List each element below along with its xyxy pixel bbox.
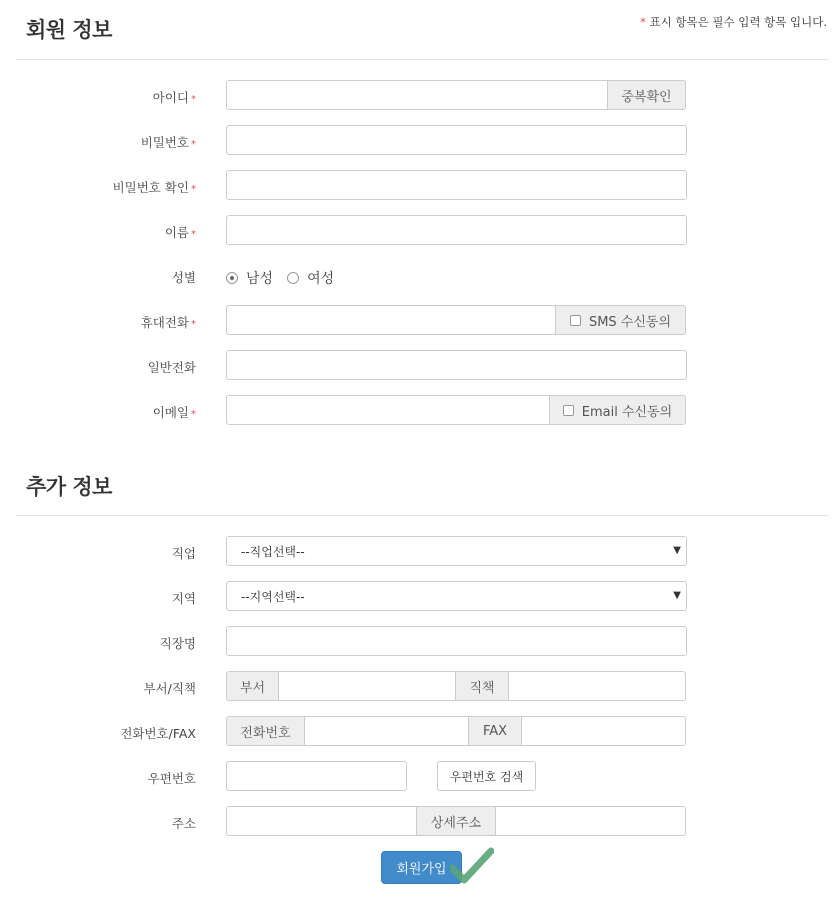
gender-radio-group (226, 268, 348, 288)
dropdown-arrow-icon: ▼ (673, 545, 681, 556)
gender-label: 성별 (171, 270, 196, 285)
phone-input[interactable] (226, 350, 687, 380)
gender-option-male-label: 남성 (246, 271, 274, 287)
section-title-extra: 추가 정보 (26, 475, 112, 499)
region-select-value: --지역선택-- (241, 589, 305, 604)
name-label: 이름 * (164, 225, 196, 240)
region-label: 지역 (171, 591, 196, 606)
sms-consent-checkbox[interactable] (555, 305, 686, 335)
radio-unselected-icon[interactable] (287, 272, 299, 284)
company-input[interactable] (226, 626, 687, 656)
id-label: 아이디 * (152, 90, 196, 105)
radio-selected-icon[interactable] (226, 272, 238, 284)
password-input[interactable] (226, 125, 687, 155)
mobile-label: 휴대전화 * (140, 315, 196, 330)
required-note-text: 표시 항목은 필수 입력 항목 입니다. (645, 15, 827, 29)
duplicate-check-button[interactable]: 중복확인 (607, 80, 686, 110)
tel-addon: 전화번호 (226, 716, 305, 746)
name-input[interactable] (226, 215, 687, 245)
job-label: 직업 (171, 546, 196, 561)
zipcode-label: 우편번호 (147, 771, 196, 786)
email-input[interactable] (226, 395, 550, 425)
gender-option-female-label: 여성 (307, 271, 335, 287)
email-consent-label: Email 수신동의 (581, 404, 673, 420)
zipcode-search-button[interactable]: 우편번호 검색 (437, 761, 536, 791)
email-label: 이메일 * (152, 405, 196, 420)
tel-fax-label: 전화번호/FAX (120, 726, 196, 741)
signup-submit-button[interactable]: 회원가입 (381, 851, 462, 884)
section-divider (16, 59, 829, 60)
address-label: 주소 (171, 816, 196, 831)
mobile-input[interactable] (226, 305, 556, 335)
required-note-star: * (640, 15, 646, 29)
checkmark-icon (450, 846, 494, 886)
zipcode-input[interactable] (226, 761, 407, 791)
password-confirm-input[interactable] (226, 170, 687, 200)
password-confirm-label: 비밀번호 확인 * (112, 180, 196, 195)
phone-label: 일반전화 (147, 360, 196, 375)
checkbox-icon[interactable] (563, 405, 574, 416)
region-select[interactable] (226, 581, 687, 611)
position-addon: 직책 (455, 671, 509, 701)
sms-consent-label: SMS 수신동의 (588, 314, 672, 330)
position-input[interactable] (508, 671, 686, 701)
id-input[interactable] (226, 80, 608, 110)
dept-input[interactable] (278, 671, 456, 701)
required-note (640, 14, 827, 30)
fax-addon: FAX (468, 716, 522, 746)
fax-input[interactable] (521, 716, 686, 746)
dept-position-label: 부서/직책 (143, 681, 196, 696)
address-detail-input[interactable] (495, 806, 686, 836)
email-consent-checkbox[interactable] (549, 395, 686, 425)
gender-option-female[interactable] (287, 268, 334, 288)
dept-addon: 부서 (226, 671, 279, 701)
tel-input[interactable] (304, 716, 469, 746)
dropdown-arrow-icon: ▼ (673, 590, 681, 601)
address-input[interactable] (226, 806, 417, 836)
password-label: 비밀번호 * (140, 135, 196, 150)
section-title-member: 회원 정보 (26, 18, 112, 42)
address-detail-addon: 상세주소 (416, 806, 496, 836)
checkbox-icon[interactable] (570, 315, 581, 326)
company-label: 직장명 (159, 636, 196, 651)
job-select[interactable] (226, 536, 687, 566)
job-select-value: --직업선택-- (241, 544, 305, 559)
gender-option-male[interactable] (226, 268, 273, 288)
section-divider (16, 515, 829, 516)
